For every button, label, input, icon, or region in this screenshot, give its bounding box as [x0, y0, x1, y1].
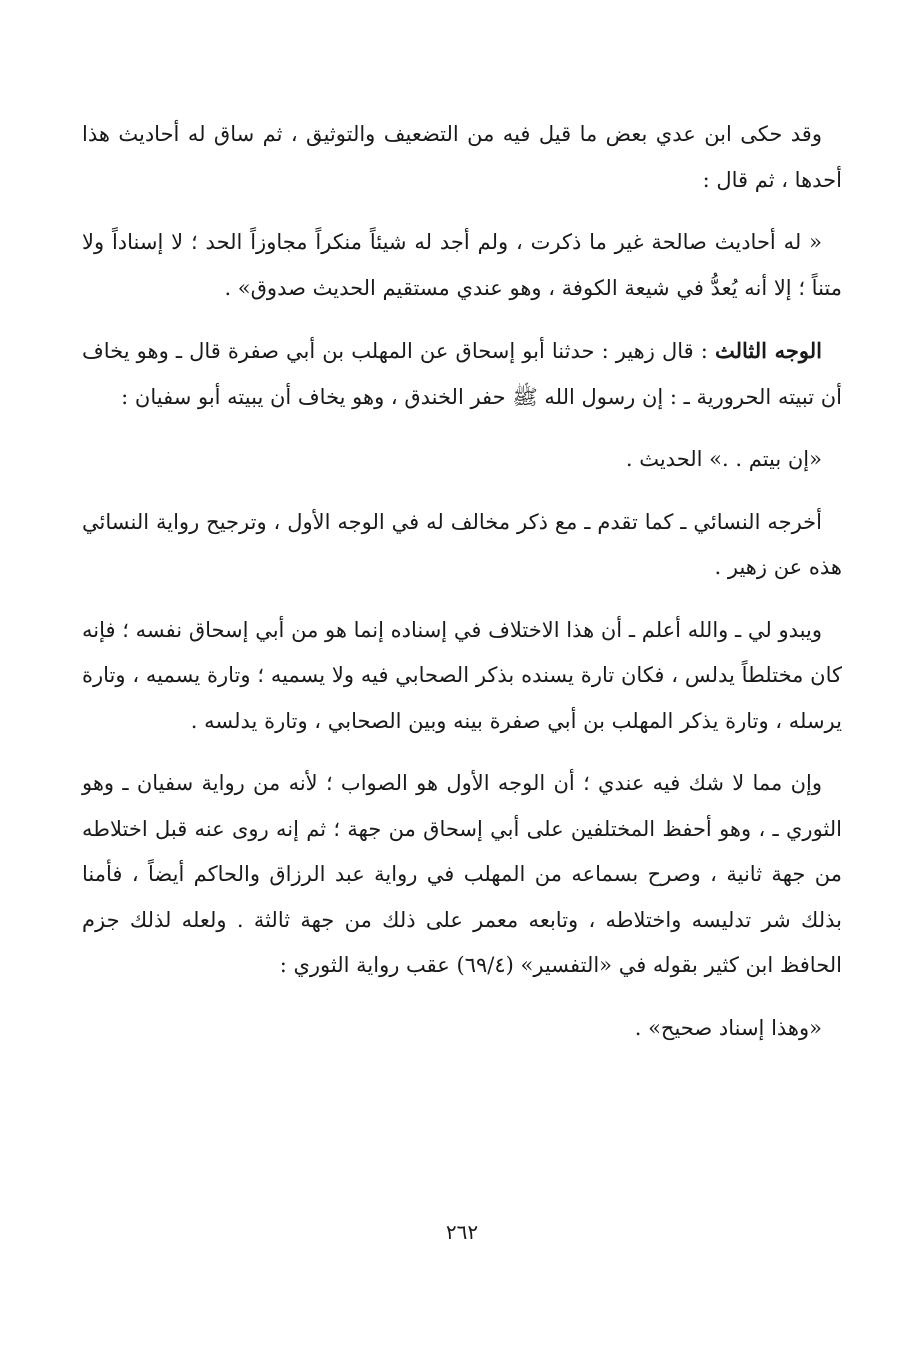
paragraph-tarjih: وإن مما لا شك فيه عندي ؛ أن الوجه الأول هو الصواب ؛ لأنه من رواية سفيان ـ وهو الثوري ـ ، وهو أحفظ المختلفين على أبي إسحاق من جهة ؛ ثم إنه روى عنه قبل اختلاطه من جهة ثانية ، وصرح بسماعه من المهلب في رواية عبد الرزاق والحاكم أيضاً ، فأمنا بذلك شر تدليسه واختلاطه ، وتابعه معمر على ذلك من جهة ثالثة . ولعله لذلك جزم الحافظ ابن كثير بقوله في «التفسير» (٦٩/٤) عقب رواية الثوري : [82, 771, 842, 977]
section-heading: الوجه الثالث [714, 338, 822, 363]
paragraph-ibn-adi-intro: وقد حكى ابن عدي بعض ما قيل فيه من التضعيف والتوثيق ، ثم ساق له أحاديث هذا أحدها ، ثم قال : [82, 122, 842, 192]
page-body [82, 112, 842, 1051]
paragraph-third-aspect-text: : قال زهير : حدثنا أبو إسحاق عن المهلب بن أبي صفرة قال ـ وهو يخاف أن تبيته الحرورية ـ : إن رسول الله ﷺ حفر الخندق ، وهو يخاف أن يبيته أبو سفيان : [82, 339, 842, 409]
paragraph-ikhtilaf: ويبدو لي ـ والله أعلم ـ أن هذا الاختلاف في إسناده إنما هو من أبي إسحاق نفسه ؛ فإنه كان مختلطاً يدلس ، فكان تارة يسنده بذكر الصحابي فيه ولا يسميه ؛ وتارة يسميه ، وتارة يرسله ، وتارة يذكر المهلب بن أبي صفرة بينه وبين الصحابي ، وتارة يدلسه . [82, 617, 842, 733]
paragraph-ibn-kathir-quote: «وهذا إسناد صحيح» . [634, 1015, 822, 1040]
paragraph-ibn-adi-quote: « له أحاديث صالحة غير ما ذكرت ، ولم أجد له شيئاً منكراً مجاوزاً الحد ؛ لا إسناداً ولا متناً ؛ إلا أنه يُعدُّ في شيعة الكوفة ، وهو عندي مستقيم الحديث صدوق» . [82, 230, 842, 300]
paragraph-nasai-takhrij: أخرجه النسائي ـ كما تقدم ـ مع ذكر مخالف له في الوجه الأول ، وترجيح رواية النسائي هذه عن زهير . [82, 509, 842, 579]
page-number: ٢٦٢ [445, 1220, 479, 1244]
paragraph-third-aspect [82, 328, 842, 420]
paragraph-hadith-quote: «إن بيتم . .» الحديث . [625, 447, 822, 471]
